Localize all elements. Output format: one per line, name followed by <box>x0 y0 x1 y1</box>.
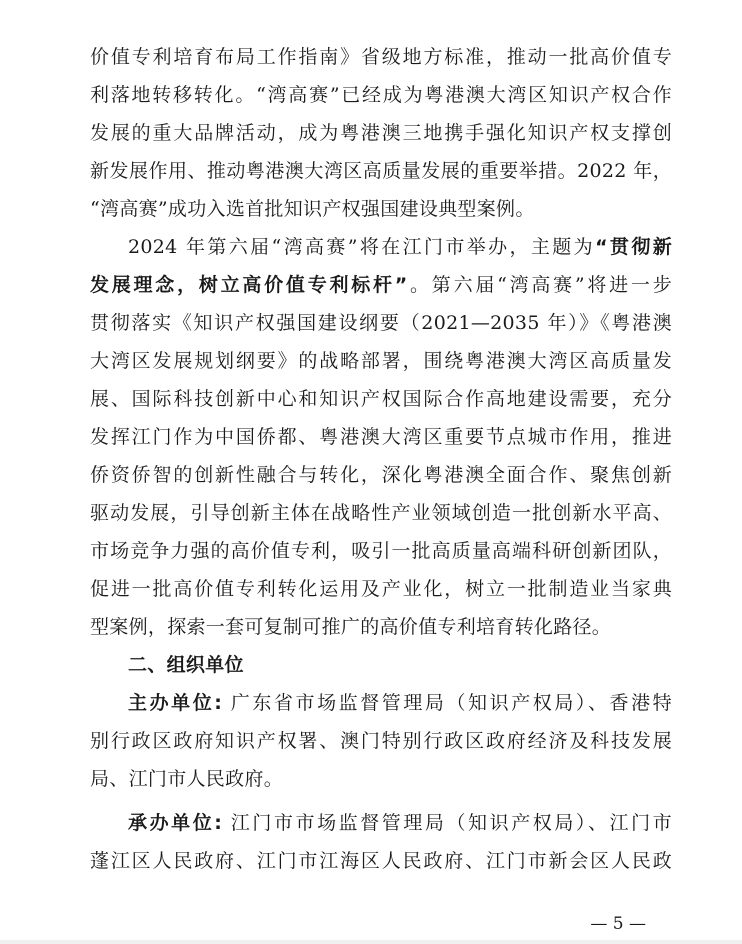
section-heading: 二、组织单位 <box>128 654 244 676</box>
text-line: 侨资侨智的创新性融合与转化，深化粤港澳全面合作、聚焦创新 <box>90 464 672 486</box>
text-line: 局、江门市人民政府。 <box>90 768 284 790</box>
text-line: 发挥江门作为中国侨都、粤港澳大湾区重要节点城市作用，推进 <box>90 426 672 448</box>
text-line: 发展的重大品牌活动，成为粤港澳三地携手强化知识产权支撑创 <box>90 122 672 144</box>
text-line <box>90 684 672 722</box>
host-label: 主办单位: <box>128 692 223 714</box>
organizer-label: 承办单位: <box>128 812 223 834</box>
text-line: 价值专利培育布局工作指南》省级地方标准，推动一批高价值专 <box>90 46 672 68</box>
text-line: 大湾区发展规划纲要》的战略部署，围绕粤港澳大湾区高质量发 <box>90 350 672 372</box>
page-number: — 5 — <box>590 914 646 934</box>
text-line: 驱动发展，引导创新主体在战略性产业领域创造一批创新水平高、 <box>90 502 672 524</box>
text-line: 贯彻落实《知识产权强国建设纲要（2021—2035 年）》《粤港澳 <box>90 312 672 334</box>
document-body <box>90 38 672 880</box>
text-line: 型案例，探索一套可复制可推广的高价值专利培育转化路径。 <box>90 616 612 638</box>
text-line: 市场竞争力强的高价值专利，吸引一批高质量高端科研创新团队， <box>90 540 672 562</box>
theme-text: “贯彻新 <box>595 236 672 258</box>
text-line: 新发展作用、推动粤港澳大湾区高质量发展的重要举措。2022 年， <box>90 160 672 182</box>
text-line: “湾高赛”成功入选首批知识产权强国建设典型案例。 <box>90 198 535 220</box>
text-segment: 江门市市场监督管理局（知识产权局）、江门市 <box>230 812 672 834</box>
text-line: 利落地转移转化。“湾高赛”已经成为粤港澳大湾区知识产权合作 <box>90 84 672 106</box>
text-line <box>90 804 672 842</box>
text-segment: 2024 年第六届“湾高赛”将在江门市举办，主题为 <box>128 236 596 258</box>
text-line <box>90 266 672 304</box>
theme-text: 发展理念，树立高价值专利标杆” <box>90 274 408 296</box>
paragraph-2 <box>90 228 672 646</box>
text-segment: 。第六届“湾高赛”将进一步 <box>407 274 672 296</box>
paragraph-1 <box>90 38 672 228</box>
text-segment: 广东省市场监督管理局（知识产权局）、香港特 <box>230 692 672 714</box>
host-units <box>90 684 672 798</box>
text-line <box>90 228 672 266</box>
text-line: 展、国际科技创新中心和知识产权国际合作高地建设需要，充分 <box>90 388 672 410</box>
text-line: 蓬江区人民政府、江门市江海区人民政府、江门市新会区人民政 <box>90 850 672 872</box>
page-bottom-edge <box>0 940 742 944</box>
organizer-units <box>90 804 672 880</box>
text-line: 别行政区政府知识产权署、澳门特别行政区政府经济及科技发展 <box>90 730 672 752</box>
text-line: 促进一批高价值专利转化运用及产业化，树立一批制造业当家典 <box>90 578 672 600</box>
